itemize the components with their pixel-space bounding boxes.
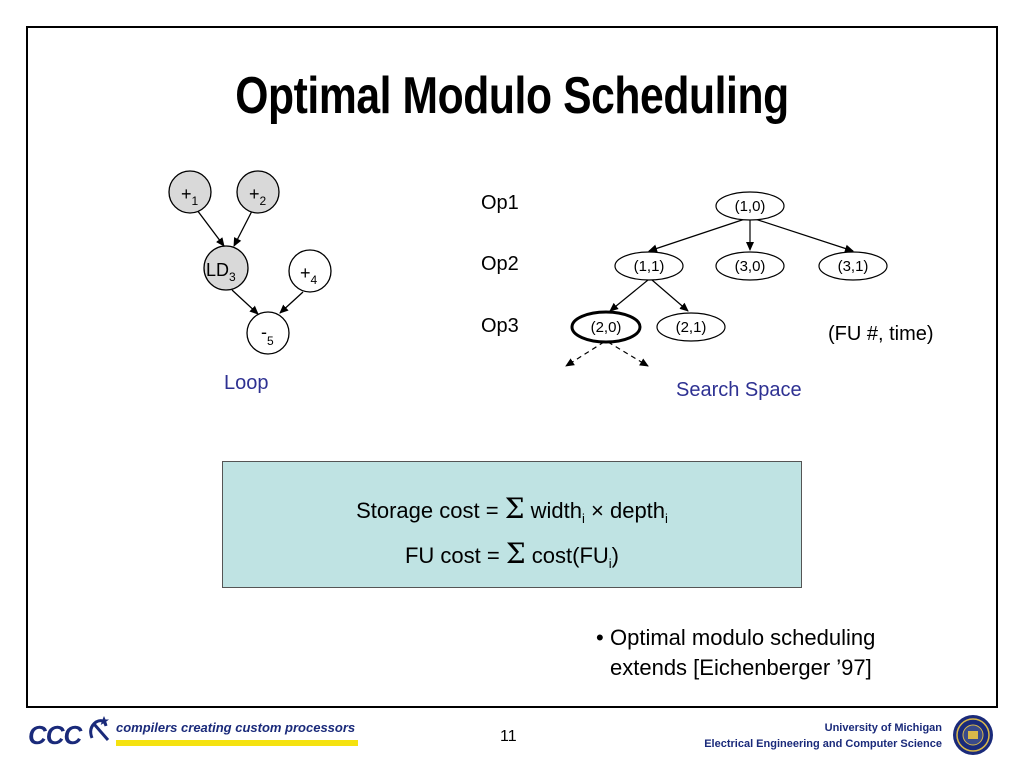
department-name: Electrical Engineering and Computer Science bbox=[704, 738, 942, 750]
hammer-sickle-icon bbox=[86, 714, 112, 744]
tree-node-3-1 bbox=[819, 252, 887, 280]
fu-cost-label: FU cost = bbox=[404, 543, 500, 568]
subscript-i: i bbox=[581, 511, 585, 526]
university-name: University of Michigan bbox=[824, 722, 942, 734]
tree-node-2-1 bbox=[657, 313, 725, 341]
footer-yellow-bar bbox=[116, 740, 358, 746]
svg-text:LD3: $LD_3$ bbox=[206, 260, 236, 284]
svg-text:+2: $+_2$ bbox=[249, 184, 267, 208]
tree-legend: (FU #, time) bbox=[828, 323, 934, 345]
loop-edge-2-3 bbox=[234, 211, 252, 246]
bullet-text-line-1: Optimal modulo scheduling bbox=[610, 625, 876, 650]
svg-text:(1,0): (1,0) bbox=[734, 198, 766, 215]
university-credit bbox=[704, 720, 942, 752]
bullet-text-line-2: extends [Eichenberger ’97] bbox=[610, 655, 872, 680]
fu-cost-formula bbox=[223, 537, 801, 571]
close-paren: ) bbox=[611, 543, 619, 568]
loop-edge-1-3 bbox=[197, 210, 224, 246]
svg-text:(2,1): (2,1) bbox=[675, 319, 707, 336]
svg-text:(1,1): (1,1) bbox=[633, 258, 665, 275]
sigma-symbol: Σ bbox=[505, 537, 526, 570]
loop-node-1 bbox=[169, 171, 211, 213]
subscript-i: i bbox=[665, 511, 668, 526]
tree-edge-d-left-dashed bbox=[566, 342, 604, 366]
loop-label: Loop bbox=[224, 372, 269, 394]
tree-node-1-1 bbox=[615, 252, 683, 280]
tree-node-3-0 bbox=[716, 252, 784, 280]
svg-text:+1: $+_1$ bbox=[181, 184, 199, 208]
bullet-dot-icon: • bbox=[596, 625, 604, 650]
cost-formula-box bbox=[222, 461, 802, 588]
slide-title: Optimal Modulo Scheduling bbox=[235, 67, 789, 125]
page-number: 11 bbox=[500, 728, 517, 745]
svg-text:-5: $-_5$ bbox=[261, 322, 274, 348]
sigma-symbol: Σ bbox=[504, 492, 525, 525]
search-space bbox=[481, 192, 934, 401]
loop-node-3 bbox=[204, 246, 248, 290]
tree-edge-a-d bbox=[610, 280, 648, 311]
loop-graph bbox=[169, 171, 331, 394]
width-term: width bbox=[530, 498, 582, 523]
tree-edge-r-a bbox=[649, 218, 748, 251]
svg-text:+4: $+_4$ bbox=[300, 263, 318, 287]
times-symbol: × bbox=[590, 498, 604, 523]
loop-node-2 bbox=[237, 171, 279, 213]
storage-cost-label: Storage cost = bbox=[356, 498, 499, 523]
loop-edge-4-5 bbox=[280, 292, 303, 313]
search-space-label: Search Space bbox=[676, 379, 802, 401]
loop-node-5 bbox=[247, 312, 289, 354]
footer-tagline: compilers creating custom processors bbox=[116, 720, 356, 735]
bullet-text bbox=[610, 623, 950, 683]
depth-term: depth bbox=[609, 498, 666, 523]
tree-edge-a-e bbox=[652, 280, 688, 311]
row-label-op1: Op1 bbox=[481, 192, 519, 214]
loop-edge-3-5 bbox=[232, 290, 258, 314]
row-label-op2: Op2 bbox=[481, 253, 519, 275]
storage-cost-formula bbox=[223, 492, 801, 526]
tree-edge-r-c bbox=[752, 218, 853, 251]
row-label-op3: Op3 bbox=[481, 315, 519, 337]
ccc-logo: CCC bbox=[28, 720, 82, 750]
svg-text:(2,0): (2,0) bbox=[590, 319, 622, 336]
subscript-i: i bbox=[608, 556, 612, 571]
tree-edge-d-right-dashed bbox=[608, 342, 648, 366]
cost-term: cost(FU bbox=[531, 543, 609, 568]
svg-text:(3,0): (3,0) bbox=[734, 258, 766, 275]
loop-node-4 bbox=[289, 250, 331, 292]
svg-text:(3,1): (3,1) bbox=[837, 258, 869, 275]
tree-node-1-0 bbox=[716, 192, 784, 220]
university-seal-icon bbox=[952, 714, 994, 756]
tree-node-2-0-highlighted bbox=[572, 312, 640, 342]
